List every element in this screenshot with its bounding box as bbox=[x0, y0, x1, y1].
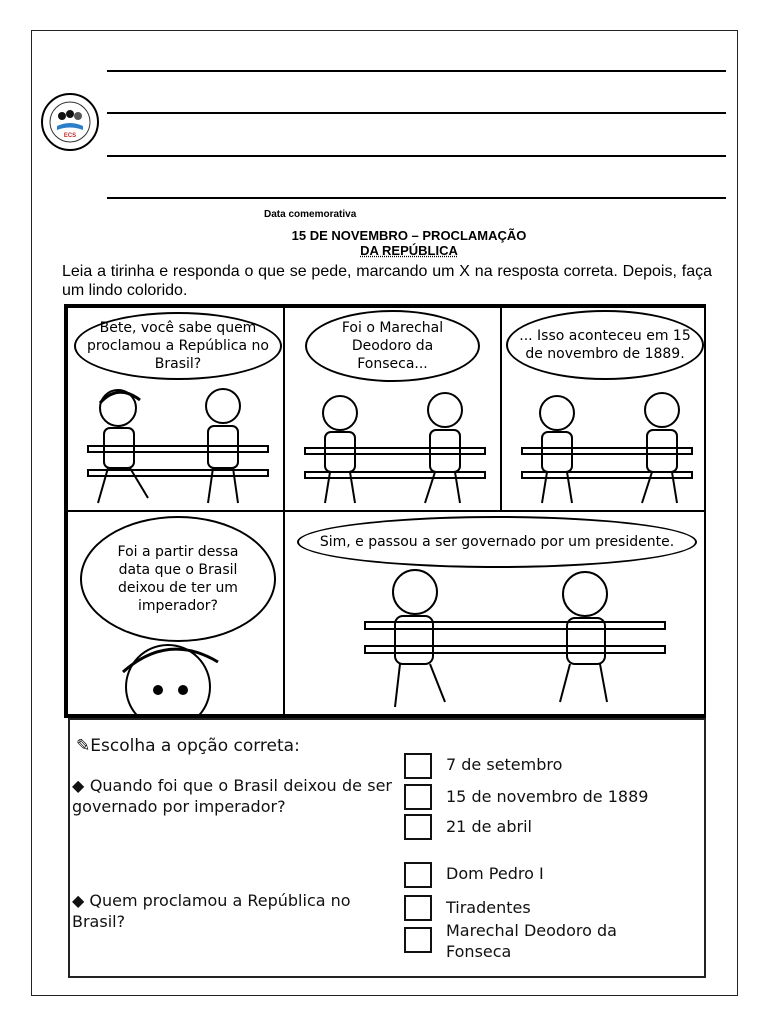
speech-bubble: Bete, você sabe quem proclamou a República no Brasil? bbox=[74, 312, 282, 380]
comic-panel-1 bbox=[66, 306, 285, 512]
school-logo bbox=[40, 92, 100, 152]
checkbox-q2-opt3[interactable] bbox=[404, 927, 432, 953]
speech-bubble: Foi o Marechal Deodoro da Fonseca... bbox=[305, 310, 480, 382]
answer-line bbox=[107, 112, 726, 114]
option-label: 15 de novembro de 1889 bbox=[446, 787, 649, 806]
comic-panel-3 bbox=[500, 306, 706, 512]
subtitle: Data comemorativa bbox=[264, 209, 357, 220]
checkbox-q1-opt2[interactable] bbox=[404, 784, 432, 810]
children-on-bench-illustration bbox=[285, 562, 706, 716]
speech-bubble: Sim, e passou a ser governado por um presidente. bbox=[297, 516, 697, 568]
page-title bbox=[264, 228, 554, 258]
checkbox-q1-opt1[interactable] bbox=[404, 753, 432, 779]
option-label: 21 de abril bbox=[446, 817, 532, 836]
children-on-bench-illustration bbox=[285, 378, 502, 512]
quiz-section bbox=[68, 718, 706, 978]
checkbox-q1-opt3[interactable] bbox=[404, 814, 432, 840]
answer-line bbox=[107, 197, 726, 199]
option-label: Dom Pedro I bbox=[446, 864, 544, 883]
checkbox-q2-opt2[interactable] bbox=[404, 895, 432, 921]
comic-panel-4 bbox=[66, 510, 285, 716]
checkbox-q2-opt1[interactable] bbox=[404, 862, 432, 888]
comic-panel-2 bbox=[283, 306, 502, 512]
boy-face-illustration bbox=[68, 632, 285, 716]
option-label: Tiradentes bbox=[446, 898, 531, 917]
instructions: Leia a tirinha e responda o que se pede, marcando um X na resposta correta. Depois, faça um lindo colorido. bbox=[62, 263, 712, 299]
option-label: 7 de setembro bbox=[446, 755, 563, 774]
title-line-2: DA REPÚBLICA bbox=[360, 243, 458, 258]
speech-bubble: Foi a partir dessa data que o Brasil deixou de ter um imperador? bbox=[80, 516, 276, 642]
answer-line bbox=[107, 70, 726, 72]
children-on-bench-illustration bbox=[68, 378, 285, 512]
pencil-hand-icon: ✎ bbox=[76, 736, 91, 756]
title-line-1: 15 DE NOVEMBRO – PROCLAMAÇÃO bbox=[291, 228, 527, 243]
comic-strip bbox=[64, 304, 706, 718]
question-2: ◆ Quem proclamou a República no Brasil? bbox=[72, 891, 351, 931]
option-label: Marechal Deodoro da Fonseca bbox=[446, 921, 617, 961]
children-on-bench-illustration bbox=[502, 378, 706, 512]
logo-abbrev: ECS bbox=[63, 133, 77, 139]
question-1: ◆ Quando foi que o Brasil deixou de ser governado por imperador? bbox=[72, 776, 393, 816]
speech-bubble: ... Isso aconteceu em 15 de novembro de 1889. bbox=[506, 310, 704, 380]
answer-line bbox=[107, 155, 726, 157]
comic-panel-5 bbox=[283, 510, 706, 716]
quiz-heading: ✎Escolha a opção correta: bbox=[76, 736, 300, 756]
